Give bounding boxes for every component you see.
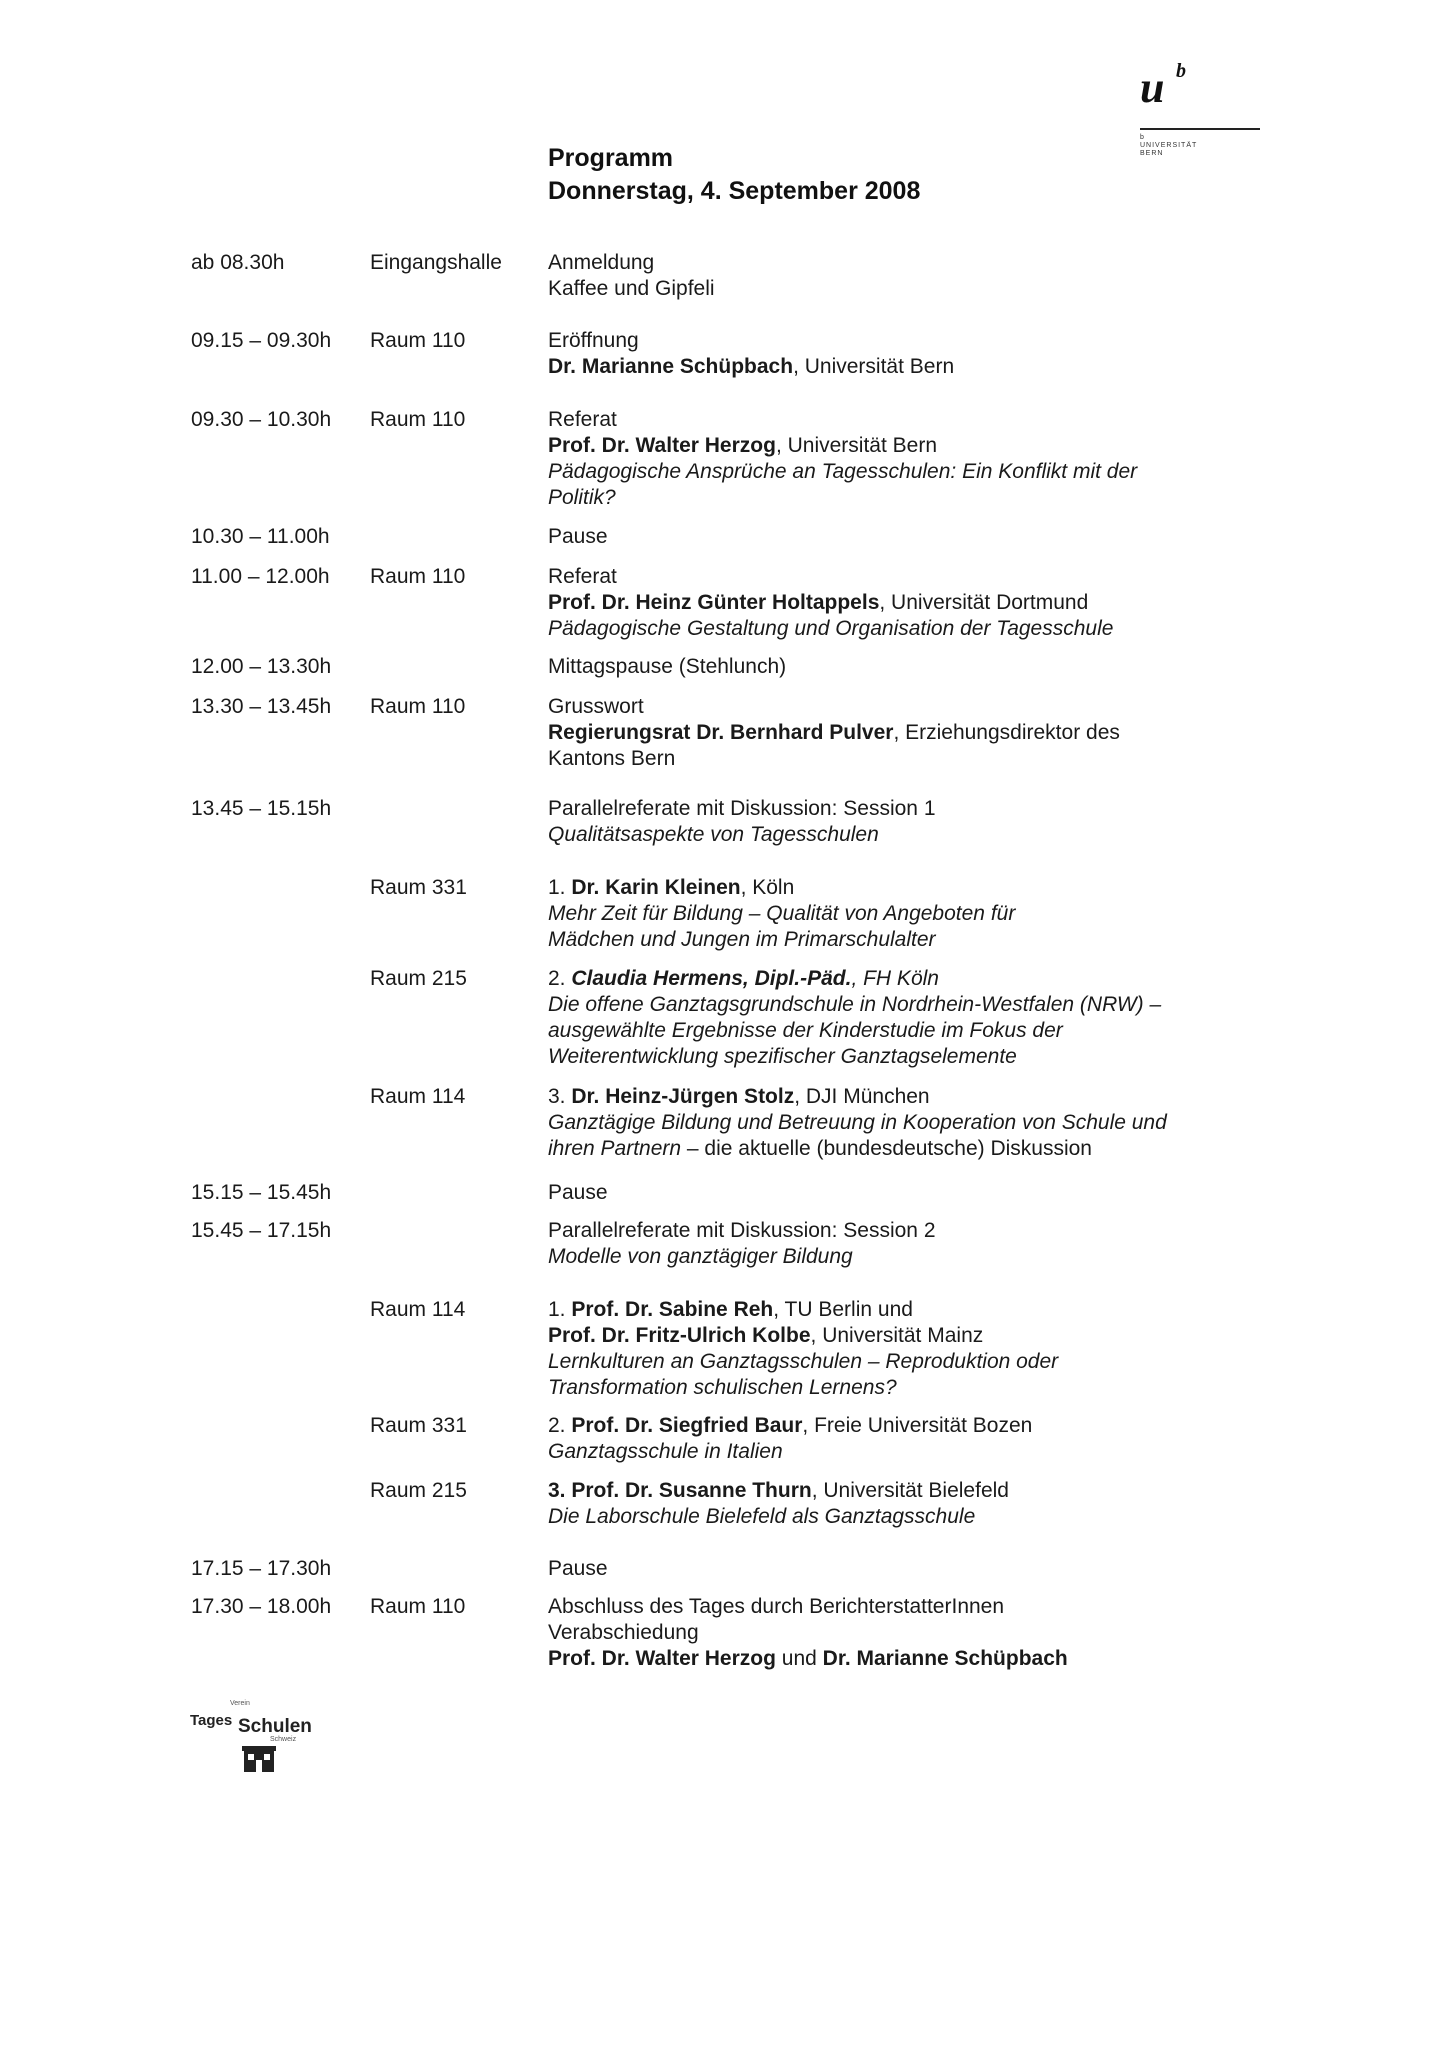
- description-line: [548, 433, 1248, 459]
- text-segment: , Erziehungsdirektor des: [893, 721, 1120, 744]
- tagesschulen-logo: [190, 1696, 340, 1776]
- description-line: [548, 1594, 1248, 1620]
- schedule-description: [548, 1084, 1248, 1162]
- school-house-icon: [242, 1744, 276, 1774]
- schedule-room: Raum 110: [370, 329, 466, 352]
- schedule-room: Raum 215: [370, 1479, 467, 1502]
- text-segment: Dr. Marianne Schüpbach: [822, 1647, 1068, 1670]
- schedule-description: [548, 250, 1248, 302]
- text-segment: 3. Prof. Dr. Susanne Thurn: [548, 1479, 812, 1502]
- schedule-room: Raum 331: [370, 876, 467, 899]
- text-segment: Pause: [548, 1181, 608, 1204]
- description-line: [548, 250, 1248, 276]
- description-line: [548, 822, 1248, 848]
- schedule-time: 13.30 – 13.45h: [191, 695, 332, 718]
- description-line: [548, 796, 1248, 822]
- text-segment: 2.: [548, 1414, 572, 1437]
- description-line: [548, 276, 1248, 302]
- schedule-description: [548, 796, 1248, 848]
- schedule-time: 13.45 – 15.15h: [191, 797, 332, 820]
- text-segment: Regierungsrat Dr. Bernhard Pulver: [548, 721, 894, 744]
- text-segment: Grusswort: [548, 695, 644, 718]
- text-segment: , Universität Dortmund: [879, 591, 1089, 614]
- schedule-description: [548, 1594, 1248, 1672]
- description-line: [548, 1620, 1248, 1646]
- description-line: [548, 328, 1248, 354]
- text-segment: Mehr Zeit für Bildung – Qualität von Angeboten für: [548, 902, 1016, 925]
- schedule-description: [548, 875, 1248, 953]
- description-line: [548, 564, 1248, 590]
- text-segment: Lernkulturen an Ganztagsschulen – Reproduktion oder: [548, 1350, 1059, 1373]
- text-segment: ihren Partnern: [548, 1137, 682, 1160]
- schedule-time: 10.30 – 11.00h: [191, 525, 330, 548]
- text-segment: Die offene Ganztagsgrundschule in Nordrhein-Westfalen (NRW) –: [548, 993, 1162, 1016]
- schedule-room: Eingangshalle: [370, 251, 502, 274]
- page-title: Programm: [548, 144, 674, 172]
- description-line: [548, 1349, 1248, 1375]
- description-line: [548, 1375, 1248, 1401]
- text-segment: Politik?: [548, 486, 616, 509]
- schedule-description: [548, 1478, 1248, 1530]
- schedule-time: 15.15 – 15.45h: [191, 1181, 332, 1204]
- description-line: [548, 616, 1248, 642]
- schedule-room: Raum 110: [370, 695, 466, 718]
- text-segment: , Köln: [740, 876, 795, 899]
- text-segment: Parallelreferate mit Diskussion: Session 1: [548, 797, 936, 820]
- schedule-description: [548, 966, 1248, 1070]
- text-segment: 1.: [548, 1298, 572, 1321]
- description-line: [548, 354, 1248, 380]
- logo-small-top: Verein: [230, 1700, 250, 1707]
- text-segment: Eröffnung: [548, 329, 639, 352]
- text-segment: Pädagogische Ansprüche an Tagesschulen: Ein Konflikt mit der: [548, 460, 1138, 483]
- text-segment: Dr. Karin Kleinen: [571, 876, 741, 899]
- text-segment: Qualitätsaspekte von Tagesschulen: [548, 823, 879, 846]
- text-segment: , Universität Mainz: [810, 1324, 984, 1347]
- schedule-time: 15.45 – 17.15h: [191, 1219, 332, 1242]
- schedule-description: [548, 1413, 1248, 1465]
- description-line: [548, 1297, 1248, 1323]
- schedule-description: [548, 564, 1248, 642]
- description-line: [548, 654, 1248, 680]
- description-line: [548, 1646, 1248, 1672]
- text-segment: Parallelreferate mit Diskussion: Session 2: [548, 1219, 936, 1242]
- logo-superscript: b: [1176, 60, 1186, 82]
- text-segment: Prof. Dr. Sabine Reh: [571, 1298, 774, 1321]
- text-segment: , Freie Universität Bozen: [802, 1414, 1033, 1437]
- description-line: [548, 1413, 1248, 1439]
- schedule-room: Raum 114: [370, 1085, 466, 1108]
- schedule-time: 09.15 – 09.30h: [191, 329, 332, 352]
- text-segment: Abschluss des Tages durch BerichterstatterInnen: [548, 1595, 1005, 1618]
- schedule-room: Raum 110: [370, 565, 466, 588]
- schedule-description: [548, 1218, 1248, 1270]
- schedule-time: 17.15 – 17.30h: [191, 1557, 332, 1580]
- description-line: [548, 1180, 1248, 1206]
- logo-small-text: b UNIVERSITÄT BERN: [1140, 134, 1198, 157]
- text-segment: Prof. Dr. Walter Herzog: [548, 434, 776, 457]
- text-segment: , Universität Bern: [775, 434, 937, 457]
- schedule-time: 12.00 – 13.30h: [191, 655, 332, 678]
- text-segment: Pause: [548, 525, 608, 548]
- schedule-description: [548, 407, 1248, 511]
- text-segment: Ganztagsschule in Italien: [548, 1440, 783, 1463]
- description-line: [548, 1244, 1248, 1270]
- schedule-description: [548, 694, 1248, 772]
- description-line: [548, 1084, 1248, 1110]
- description-line: [548, 1136, 1248, 1162]
- page-date: Donnerstag, 4. September 2008: [548, 177, 921, 205]
- text-segment: , DJI München: [794, 1085, 930, 1108]
- description-line: [548, 1478, 1248, 1504]
- schedule-description: [548, 654, 1248, 680]
- text-segment: Ganztägige Bildung und Betreuung in Kooperation von Schule und: [548, 1111, 1167, 1134]
- program-header: [548, 142, 920, 208]
- description-line: [548, 590, 1248, 616]
- text-segment: Prof. Dr. Siegfried Baur: [571, 1414, 803, 1437]
- text-segment: Kaffee und Gipfeli: [548, 277, 715, 300]
- text-segment: Prof. Dr. Fritz-Ulrich Kolbe: [548, 1324, 811, 1347]
- logo-word-tages: Tages: [190, 1712, 233, 1729]
- text-segment: Mädchen und Jungen im Primarschulalter: [548, 928, 936, 951]
- text-segment: Prof. Dr. Walter Herzog: [548, 1647, 776, 1670]
- description-line: [548, 459, 1248, 485]
- schedule-time: ab 08.30h: [191, 251, 285, 274]
- description-line: [548, 524, 1248, 550]
- schedule-description: [548, 328, 1248, 380]
- text-segment: Dr. Heinz-Jürgen Stolz: [571, 1085, 795, 1108]
- logo-rule: [1140, 128, 1260, 130]
- text-segment: Pädagogische Gestaltung und Organisation der Tagesschule: [548, 617, 1114, 640]
- description-line: [548, 901, 1248, 927]
- logo-letter: u: [1140, 63, 1165, 112]
- schedule-room: Raum 215: [370, 967, 467, 990]
- text-segment: und: [775, 1647, 823, 1670]
- schedule-time: 11.00 – 12.00h: [191, 565, 330, 588]
- description-line: [548, 1018, 1248, 1044]
- description-line: [548, 694, 1248, 720]
- schedule-room: Raum 110: [370, 1595, 466, 1618]
- schedule-description: [548, 1180, 1248, 1206]
- description-line: [548, 1439, 1248, 1465]
- description-line: [548, 992, 1248, 1018]
- university-bern-logo: [1140, 60, 1260, 157]
- description-line: [548, 1218, 1248, 1244]
- text-segment: Dr. Marianne Schüpbach: [548, 355, 794, 378]
- text-segment: , FH Köln: [851, 967, 939, 990]
- schedule-room: Raum 114: [370, 1298, 466, 1321]
- schedule-description: [548, 1556, 1248, 1582]
- description-line: [548, 1556, 1248, 1582]
- schedule-time: 09.30 – 10.30h: [191, 408, 332, 431]
- description-line: [548, 966, 1248, 992]
- schedule-room: Raum 331: [370, 1414, 467, 1437]
- description-line: [548, 720, 1248, 746]
- schedule-description: [548, 1297, 1248, 1401]
- text-segment: Referat: [548, 408, 617, 431]
- schedule-time: 17.30 – 18.00h: [191, 1595, 332, 1618]
- text-segment: 3.: [548, 1085, 572, 1108]
- text-segment: Anmeldung: [548, 251, 655, 274]
- schedule-description: [548, 524, 1248, 550]
- schedule-room: Raum 110: [370, 408, 466, 431]
- text-segment: Transformation schulischen Lernens?: [548, 1376, 897, 1399]
- text-segment: , TU Berlin und: [773, 1298, 913, 1321]
- text-segment: Prof. Dr. Heinz Günter Holtappels: [548, 591, 880, 614]
- text-segment: Claudia Hermens, Dipl.-Päd.: [571, 967, 852, 990]
- text-segment: Modelle von ganztägiger Bildung: [548, 1245, 853, 1268]
- description-line: [548, 1110, 1248, 1136]
- description-line: [548, 1044, 1248, 1070]
- text-segment: – die aktuelle (bundesdeutsche) Diskussion: [681, 1137, 1092, 1160]
- text-segment: Kantons Bern: [548, 747, 676, 770]
- description-line: [548, 927, 1248, 953]
- description-line: [548, 746, 1248, 772]
- text-segment: Verabschiedung: [548, 1621, 699, 1644]
- description-line: [548, 1323, 1248, 1349]
- text-segment: Weiterentwicklung spezifischer Ganztagselemente: [548, 1045, 1017, 1068]
- text-segment: Pause: [548, 1557, 608, 1580]
- description-line: [548, 875, 1248, 901]
- description-line: [548, 485, 1248, 511]
- text-segment: 1.: [548, 876, 572, 899]
- logo-word-schulen: Schulen: [238, 1716, 312, 1737]
- text-segment: Mittagspause (Stehlunch): [548, 655, 787, 678]
- text-segment: , Universität Bielefeld: [811, 1479, 1009, 1502]
- text-segment: Referat: [548, 565, 617, 588]
- text-segment: , Universität Bern: [793, 355, 955, 378]
- text-segment: Die Laborschule Bielefeld als Ganztagsschule: [548, 1505, 976, 1528]
- text-segment: 2.: [548, 967, 572, 990]
- description-line: [548, 407, 1248, 433]
- text-segment: ausgewählte Ergebnisse der Kinderstudie im Fokus der: [548, 1019, 1063, 1042]
- logo-small-bottom: Schweiz: [270, 1736, 297, 1743]
- description-line: [548, 1504, 1248, 1530]
